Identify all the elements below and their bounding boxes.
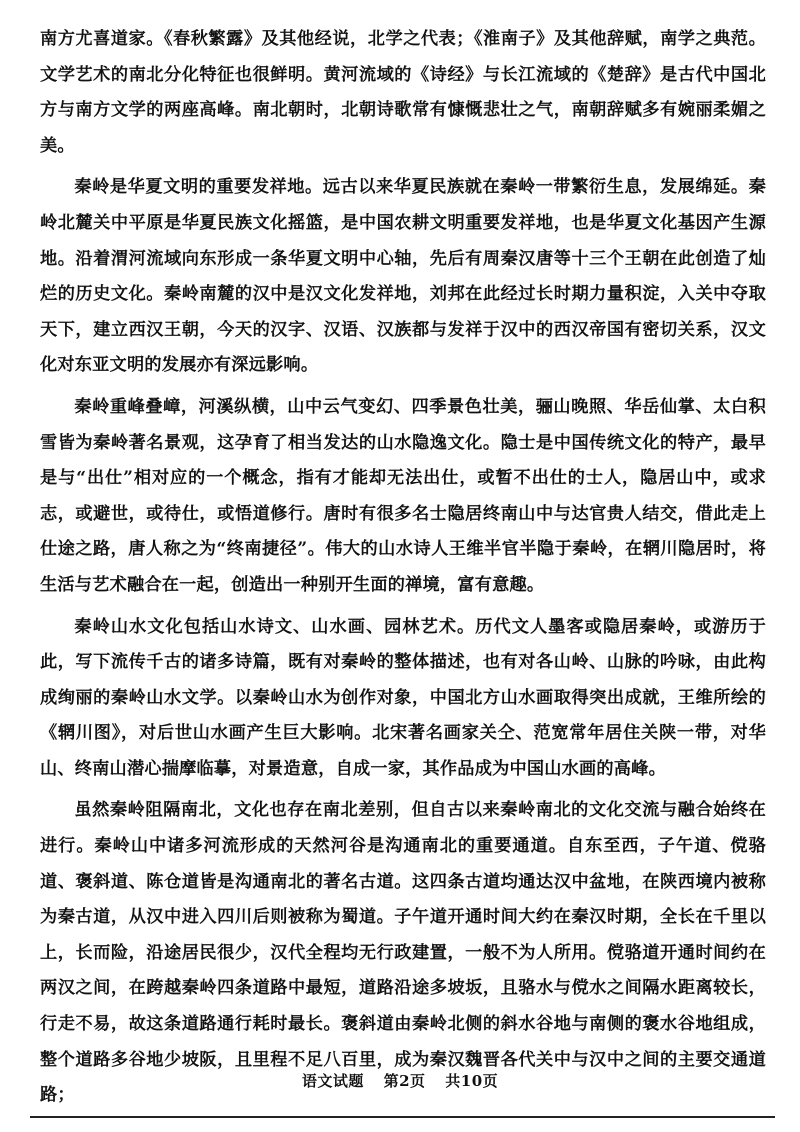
- footer-subject: 语文试题: [301, 1072, 364, 1090]
- paragraph-2: 秦岭是华夏文明的重要发祥地。远古以来华夏民族就在秦岭一带繁衍生息，发展绵延。秦岭北麓关中平原是华夏民族文化摇篮，是中国农耕文明重要发祥地，也是华夏文化基因产生源地。沿着渭河流域向东形成一条华夏文明中心轴，先后有周秦汉唐等十三个王朝在此创造了灿烂的历史文化。秦岭南麓的汉中是汉文化发祥地，刘邦在此经过长时期力量积淀，入关中夺取天下，建立西汉王朝，今天的汉字、汉语、汉族都与发祥于汉中的西汉帝国有密切关系，汉文化对东亚文明的发展亦有深远影响。: [40, 177, 766, 376]
- page-body: [40, 22, 766, 1114]
- bottom-divider: [30, 1116, 775, 1118]
- paragraph-5: 虽然秦岭阻隔南北，文化也存在南北差别，但自古以来秦岭南北的文化交流与融合始终在进行。秦岭山中诸多河流形成的天然河谷是沟通南北的重要通道。自东至西，子午道、傥骆道、褒斜道、陈仓道皆是沟通南北的著名古道。这四条古道均通达汉中盆地，在陕西境内被称为秦古道，从汉中进入四川后则被称为蜀道。子午道开通时间大约在秦汉时期，全长在千里以上，长而险，沿途居民很少，汉代全程均无行政建置，一般不为人所用。傥骆道开通时间约在两汉之间，在跨越秦岭四条道路中最短，道路沿途多坡坂，且骆水与傥水之间隔水距离较长，行走不易，故这条道路通行耗时最长。褒斜道由秦岭北侧的斜水谷地与南侧的褒水谷地组成，整个道路多谷地少坡阪，且里程不足八百里，成为秦汉魏晋各代关中与汉中之间的主要交通道路；: [40, 800, 766, 1106]
- footer-total-pages: 共10页: [445, 1072, 499, 1090]
- footer-page-number: 第2页: [383, 1072, 426, 1090]
- paragraph-3: 秦岭重峰叠嶂，河溪纵横，山中云气变幻、四季景色壮美，骊山晚照、华岳仙掌、太白积雪皆为秦岭著名景观，这孕育了相当发达的山水隐逸文化。隐士是中国传统文化的特产，最早是与“出仕”相对应的一个概念，指有才能却无法出仕，或暂不出仕的士人，隐居山中，或求志，或避世，或待仕，或悟道修行。唐时有很多名士隐居终南山中与达官贵人结交，借此走上仕途之路，唐人称之为“终南捷径”。伟大的山水诗人王维半官半隐于秦岭，在辋川隐居时，将生活与艺术融合在一起，创造出一种别开生面的禅境，富有意趣。: [40, 396, 766, 595]
- paragraph-4: 秦岭山水文化包括山水诗文、山水画、园林艺术。历代文人墨客或隐居秦岭，或游历于此，写下流传千古的诸多诗篇，既有对秦岭的整体描述，也有对各山岭、山脉的吟咏，由此构成绚丽的秦岭山水文学。以秦岭山水为创作对象，中国北方山水画取得突出成就，王维所绘的《辋川图》，对后世山水画产生巨大影响。北宋著名画家关仝、范宽常年居住关陕一带，对华山、终南山潜心揣摩临摹，对景造意，自成一家，其作品成为中国山水画的高峰。: [40, 616, 766, 779]
- paragraph-1: 南方尤喜道家。《春秋繁露》及其他经说，北学之代表；《淮南子》及其他辞赋，南学之典范。文学艺术的南北分化特征也很鲜明。黄河流域的《诗经》与长江流域的《楚辞》是古代中国北方与南方文学的两座高峰。南北朝时，北朝诗歌常有慷慨悲壮之气，南朝辞赋多有婉丽柔媚之美。: [40, 29, 766, 156]
- page-footer: [0, 1070, 800, 1091]
